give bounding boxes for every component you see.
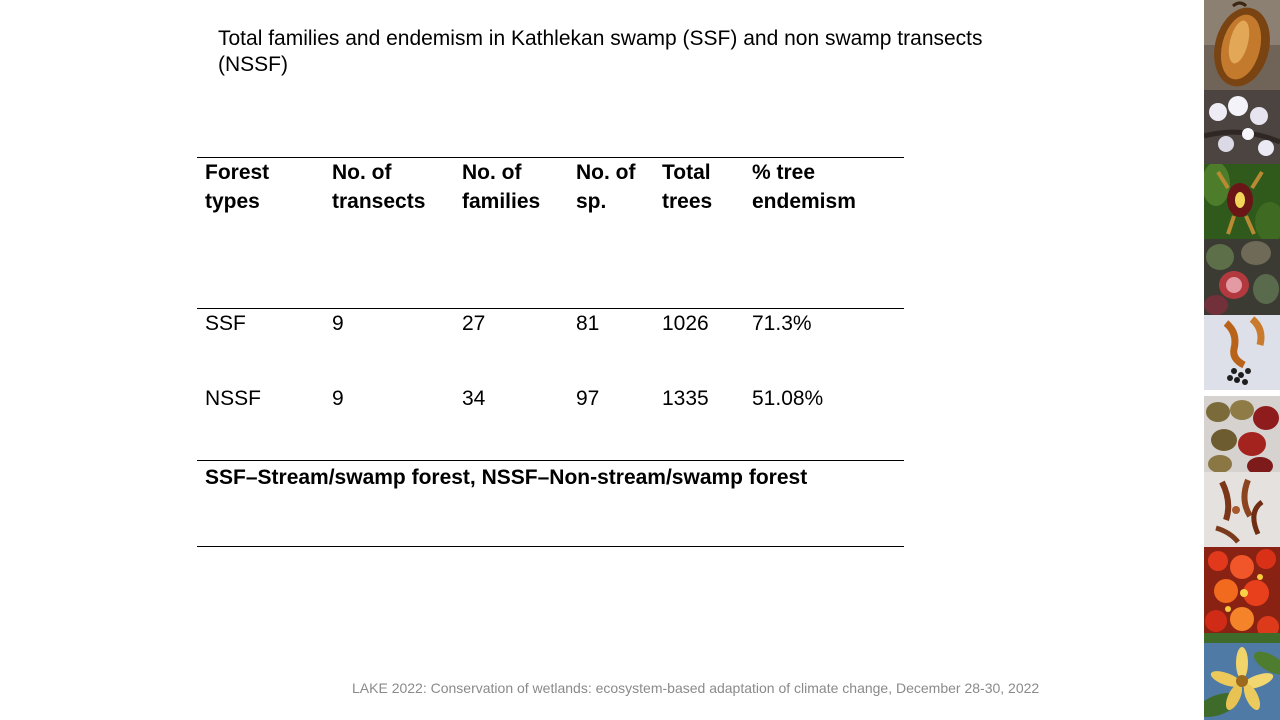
seeds-and-pods-photo	[1204, 315, 1280, 390]
cell-families: 27	[462, 312, 486, 335]
cell-endemism: 71.3%	[752, 312, 812, 335]
slide-title: Total families and endemism in Kathlekan swamp (SSF) and non swamp transects (NSSF)	[218, 27, 983, 76]
dried-seed-pod-photo	[1204, 0, 1280, 90]
header-no-of-transects: No. of transects	[332, 161, 426, 213]
photo-strip	[1204, 0, 1280, 720]
cell-total-trees: 1026	[662, 312, 709, 335]
table-footnote: SSF–Stream/swamp forest, NSSF–Non-stream/swamp forest	[205, 466, 808, 489]
cell-species: 97	[576, 387, 600, 410]
rows-bottom-rule	[197, 460, 904, 461]
cell-forest-type: NSSF	[205, 387, 262, 410]
brown-flowers-photo	[1204, 472, 1280, 547]
orchid-photo	[1204, 164, 1280, 239]
cell-total-trees: 1335	[662, 387, 709, 410]
fruits-photo	[1204, 239, 1280, 315]
cell-species: 81	[576, 312, 600, 335]
table-bottom-rule	[197, 546, 904, 547]
slide-footer: LAKE 2022: Conservation of wetlands: ecosystem-based adaptation of climate change, December 28-30, 2022	[352, 680, 1040, 696]
cell-families: 34	[462, 387, 486, 410]
header-total-trees: Total trees	[662, 161, 713, 213]
red-and-olive-seeds-photo	[1204, 396, 1280, 472]
yellow-flower-photo	[1204, 643, 1280, 720]
header-forest-types: Forest types	[205, 161, 270, 213]
cell-transects: 9	[332, 312, 344, 335]
cell-forest-type: SSF	[205, 312, 246, 335]
header-no-of-families: No. of families	[462, 161, 541, 213]
cell-endemism: 51.08%	[752, 387, 824, 410]
header-no-of-species: No. of sp.	[576, 161, 636, 213]
header-tree-endemism: % tree endemism	[752, 161, 856, 213]
red-inflorescence-photo	[1204, 547, 1280, 643]
white-flowers-photo	[1204, 90, 1280, 164]
cell-transects: 9	[332, 387, 344, 410]
